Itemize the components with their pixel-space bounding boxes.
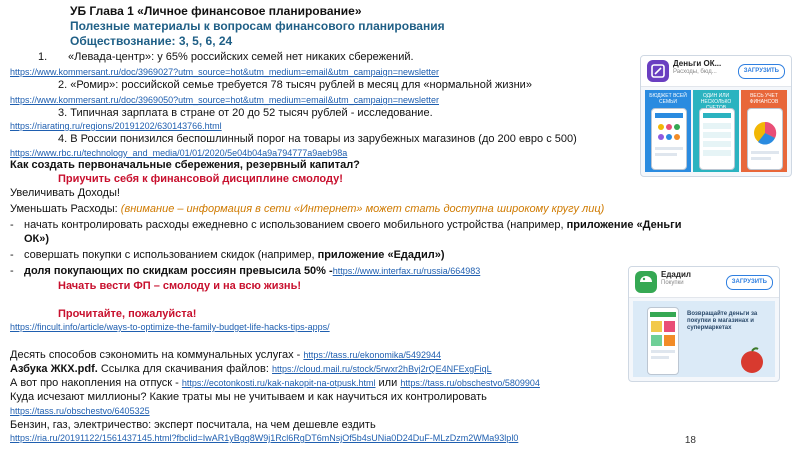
read-please-callout: Прочитайте, пожалуйста! [58,308,197,320]
app-card-dengi-ok [640,55,792,177]
bullet-text: доля покупающих по скидкам россиян превысила 50% - [24,265,333,277]
fact-item-4 [58,133,577,146]
bullet-discount-share [10,265,480,278]
fact-text: «Ромир»: российской семье требуется 78 тысяч рублей в месяц для «нормальной жизни» [70,79,532,91]
bullet-text: совершать покупки с использованием скидок (например, [24,249,318,261]
fact-link-3[interactable]: https://riarating.ru/regions/20191202/630143766.html [10,121,222,131]
app-header [641,56,791,87]
fact-text: В России понизился беспошлинный порог на товары из зарубежных магазинов (до 200 евро с 500) [70,133,577,145]
fact-link-1[interactable]: https://www.kommersant.ru/doc/3969027?utm_source=hot&utm_medium=email&utm_campaign=newsletter [10,67,439,77]
fact-item-3 [58,107,433,120]
app-name: Деньги ОК... [673,59,722,68]
decrease-expenses [10,203,604,216]
install-button[interactable]: ЗАГРУЗИТЬ [738,64,785,79]
fuel-link[interactable]: https://ria.ru/20191122/1561437145.html?fbclid=IwAR1yBgq8W9j1Rcl6RgDT6mNsjOf5b4sUNia0D24DuF-MLzDzm2WMa93lpl0 [10,433,519,443]
interfax-link[interactable]: https://www.interfax.ru/russia/664983 [332,266,481,276]
fact-number: 1. [38,51,48,63]
app-screenshot-1 [645,90,691,172]
app-mention-edadil: приложение «Едадил») [317,249,445,261]
banner-caption: ВЕСЬ УЧЕТ ФИНАНСОВ [749,93,779,105]
vacation-or: или [375,377,401,389]
communal-text: Десять способов сэкономить на коммунальных услугах - [10,349,304,361]
fincult-link[interactable]: https://fincult.info/article/ways-to-optimize-the-family-budget-life-hacks-tips-apps/ [10,322,330,332]
app-header [629,267,779,298]
fact-number: 4. [58,133,68,145]
fact-item-1 [38,51,414,64]
app-subtitle: Расходы, бюд... [673,69,717,75]
app-card-edadil [628,266,780,382]
vacation-text: А вот про накопления на отпуск - [10,377,182,389]
azbuka-link[interactable]: https://cloud.mail.ru/stock/5rwxr2hBvj2rQE4NFExgFiqL [272,364,492,374]
phone-mockup [747,108,783,170]
bullet-text: начать контролировать расходы ежедневно с использованием своего мобильного устройства (например, [24,219,567,231]
fact-number: 2. [58,79,68,91]
fact-text: Типичная зарплата в стране от 20 до 52 тысяч рублей - исследование. [70,107,433,119]
page-number: 18 [684,435,696,446]
bullet-control-expenses [10,219,681,232]
start-fp-callout: Начать вести ФП – смолоду и на всю жизнь! [58,280,301,292]
install-button[interactable]: ЗАГРУЗИТЬ [726,275,773,290]
phone-mockup [651,108,687,170]
fact-item-2 [58,79,532,92]
communal-savings [10,349,441,362]
fact-number: 3. [58,107,68,119]
fact-link-4[interactable]: https://www.rbc.ru/technology_and_media/01/01/2020/5e04b04a9a794777a9aeb98a [10,148,348,158]
edadil-app-icon [635,271,657,293]
bullet-continuation: ОК») [24,233,50,245]
azbuka-text: Ссылка для скачивания файлов: [97,363,273,375]
fuel-comparison: Бензин, газ, электричество: эксперт посчитала, на чем дешевле ездить [10,419,376,431]
millions-question: Куда исчезают миллионы? Какие траты мы не учитываем и как научиться их контролировать [10,391,487,403]
discipline-callout: Приучить себя к финансовой дисциплине смолоду! [58,173,343,185]
app-subtitle: Покупки [661,280,684,286]
banner-caption: ОДИН ИЛИ НЕСКОЛЬКО [700,93,732,105]
bullet-dash: - [10,249,14,261]
promo-caption: Возвращайте деньги за покупки в магазинах и супермаркетах [687,311,758,331]
bullet-discounts [10,249,445,262]
vacation-link-1[interactable]: https://ecotonkosti.ru/kak-nakopit-na-otpusk.html [181,378,376,388]
app-screenshot-2 [693,90,739,172]
azbuka-filename: Азбука ЖКХ.pdf. [10,363,98,375]
vacation-savings [10,377,540,390]
savings-question: Как создать первоначальные сбережения, резервный капитал? [10,159,360,171]
increase-income: Увеличивать Доходы! [10,187,120,199]
bullet-dash: - [10,265,14,277]
vacation-link-2[interactable]: https://tass.ru/obschestvo/5809904 [400,378,540,388]
phone-mockup [647,307,679,375]
decrease-lead: Уменьшать Расходы: [10,203,121,215]
banner-caption: БЮДЖЕТ ВСЕЙ СЕМЬИ [649,93,687,105]
internet-warning: (внимание – информация в сети «Интернет» может стать доступна широкому кругу лиц) [120,203,605,215]
course-topics: Обществознание: 3, 5, 6, 24 [70,34,233,48]
communal-link[interactable]: https://tass.ru/ekonomika/5492944 [303,350,441,360]
millions-link[interactable]: https://tass.ru/obschestvo/6405325 [10,406,150,416]
fact-text: «Левада-центр»: у 65% российских семей нет никаких сбережений. [68,51,414,63]
app-name: Едадил [661,270,691,279]
app-mention-dengi-ok: приложение «Деньги [566,219,682,231]
dengi-ok-app-icon [647,60,669,82]
bullet-dash: - [10,219,14,231]
app-screenshot-promo [633,301,775,377]
apple-icon [737,345,767,375]
fact-link-2[interactable]: https://www.kommersant.ru/doc/3969050?utm_source=hot&utm_medium=email&utm_campaign=newsletter [10,95,439,105]
app-screenshot-3 [741,90,787,172]
phone-mockup [699,108,735,170]
slide-subtitle: Полезные материалы к вопросам финансового планирования [70,19,445,33]
azbuka-zhkh [10,363,492,376]
slide-title: УБ Глава 1 «Личное финансовое планирование» [70,4,362,18]
